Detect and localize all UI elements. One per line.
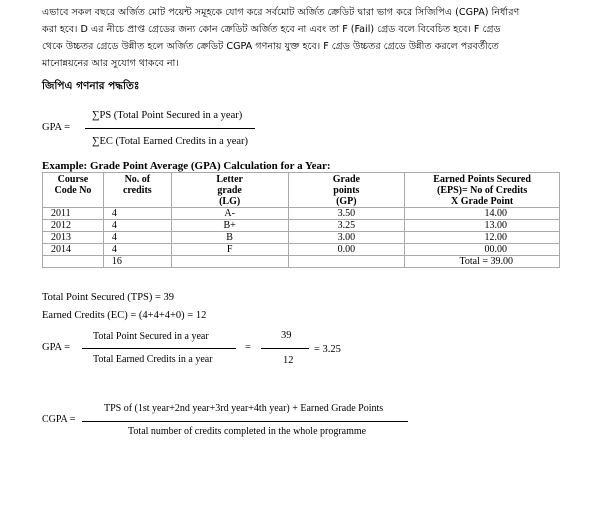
table-row [43, 220, 560, 232]
cell-credits: 4 [103, 244, 171, 256]
cell-eps: 13.00 [405, 220, 560, 232]
gpa-calc-num-value: 39 [281, 330, 292, 341]
header-letter-line: grade [217, 185, 242, 196]
cell-empty [171, 256, 288, 268]
grade-table [42, 172, 560, 268]
cgpa-lhs: CGPA = [42, 414, 76, 425]
header-eps [405, 173, 560, 208]
cell-credits: 4 [103, 220, 171, 232]
header-letter-line: Letter [216, 174, 243, 185]
gpa-formula-lhs: GPA = [42, 122, 71, 133]
gpa-formula-denominator: ∑EC (Total Earned Credits in a year) [92, 136, 249, 147]
gpa-calc-divider [82, 348, 236, 349]
header-course [43, 173, 104, 208]
cell-total-eps: Total = 39.00 [405, 256, 560, 268]
section-title: জিপিএ গণনার পদ্ধতিঃ [42, 80, 140, 92]
gpa-calc-equals: = [245, 342, 251, 353]
gpa-calc-value-divider [261, 348, 309, 349]
cell-grade-points: 0.00 [288, 244, 405, 256]
header-credits-line: credits [122, 185, 152, 196]
cell-grade-points: 3.00 [288, 232, 405, 244]
cell-total-credits: 16 [103, 256, 171, 268]
table-header-row [43, 173, 560, 208]
cgpa-denominator: Total number of credits completed in the whole programme [128, 426, 367, 437]
cell-letter-grade: F [171, 244, 288, 256]
cell-credits: 4 [103, 208, 171, 220]
header-points-line: Grade [332, 174, 360, 185]
cell-eps: 12.00 [405, 232, 560, 244]
table-total-row [43, 256, 560, 268]
cell-code: 2014 [43, 244, 104, 256]
example-title: Example: Grade Point Average (GPA) Calculation for a Year: [42, 160, 331, 172]
tps-line: Total Point Secured (TPS) = 39 [42, 292, 175, 303]
cell-eps: 00.00 [405, 244, 560, 256]
gpa-formula-divider [85, 128, 255, 129]
header-letter-grade [171, 173, 288, 208]
intro-line-3: থেকে উচ্চতর গ্রেডে উন্নীত হলে অর্জিত ক্রেডিট CGPA গণনায় যুক্ত হবে। F গ্রেড উচ্চতর গ্রেডে উন্নীত করলে পরবর্তীতে [42, 41, 499, 52]
table-row [43, 232, 560, 244]
header-points-line: (GP) [336, 196, 357, 207]
cell-letter-grade: B+ [171, 220, 288, 232]
cell-code: 2011 [43, 208, 104, 220]
cgpa-divider [82, 421, 408, 422]
header-points-line: points [333, 185, 360, 196]
gpa-formula-numerator: ∑PS (Total Point Secured in a year) [92, 110, 243, 121]
intro-line-1: এভাবে সকল বছরে অর্জিত মোট পয়েন্ট সমূহকে যোগ করে সর্বমোট অর্জিত ক্রেডিট দ্বারা ভাগ করে সিজিপিএ (CGPA) নির্ধারণ [42, 7, 520, 18]
header-course-line: Code No [54, 185, 92, 196]
gpa-calc-lhs: GPA = [42, 342, 71, 353]
gpa-calc-numerator: Total Point Secured in a year [93, 331, 209, 342]
gpa-calc-denominator: Total Earned Credits in a year [93, 354, 213, 365]
cell-empty [288, 256, 405, 268]
cell-code: 2013 [43, 232, 104, 244]
gpa-calc-result: = 3.25 [314, 344, 341, 355]
cell-letter-grade: A- [171, 208, 288, 220]
cgpa-numerator: TPS of (1st year+2nd year+3rd year+4th year) + Earned Grade Points [104, 403, 384, 414]
cell-grade-points: 3.25 [288, 220, 405, 232]
gpa-calc-den-value: 12 [283, 355, 294, 366]
intro-line-2: করা হবে। D এর নীচে প্রাপ্ত গ্রেডের জন্য কোন ক্রেডিট অর্জিত হবে না এবং তা F (Fail) গ্রেড বলে বিবেচিত হবে। F গ্রেড [42, 24, 501, 35]
header-credits-line: No. of [124, 174, 151, 185]
cell-grade-points: 3.50 [288, 208, 405, 220]
ec-line: Earned Credits (EC) = (4+4+4+0) = 12 [42, 310, 207, 321]
header-course-line: Course [57, 174, 89, 185]
cell-code: 2012 [43, 220, 104, 232]
header-eps-line: X Grade Point [451, 196, 514, 207]
cell-eps: 14.00 [405, 208, 560, 220]
header-credits [103, 173, 171, 208]
header-eps-line: Earned Points Secured [433, 174, 531, 185]
intro-paragraph [42, 4, 577, 72]
header-letter-line: (LG) [219, 196, 241, 207]
header-grade-points [288, 173, 405, 208]
table-row [43, 208, 560, 220]
cell-empty [43, 256, 104, 268]
cell-credits: 4 [103, 232, 171, 244]
table-row [43, 244, 560, 256]
cell-letter-grade: B [171, 232, 288, 244]
header-eps-line: (EPS)= No of Credits [436, 185, 528, 196]
intro-line-4: মানোন্নয়নের আর সুযোগ থাকবে না। [42, 58, 179, 69]
